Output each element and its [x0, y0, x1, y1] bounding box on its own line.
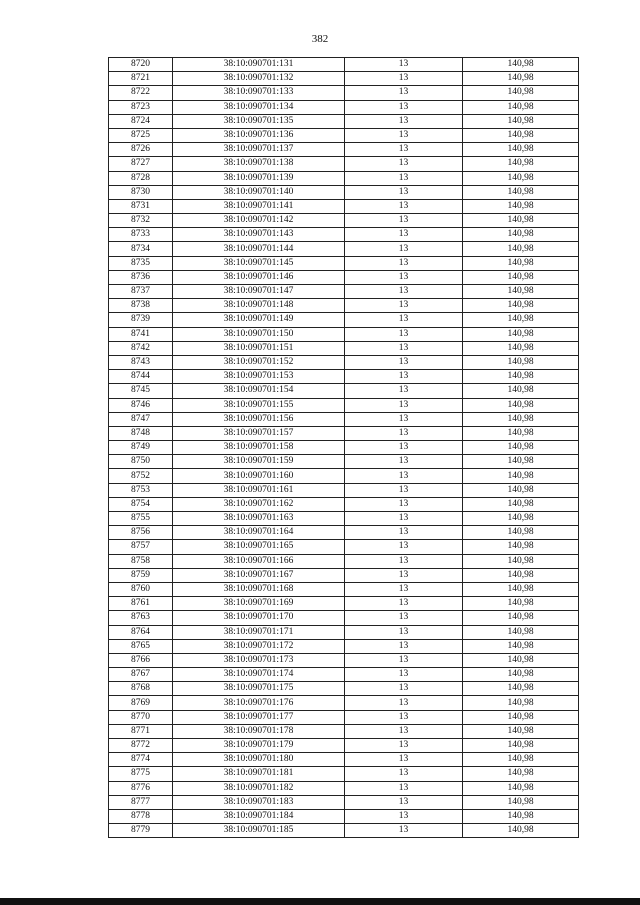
- area-value-cell: 140,98: [463, 767, 579, 781]
- area-value-cell: 140,98: [463, 483, 579, 497]
- row-number-cell: 8775: [109, 767, 173, 781]
- row-number-cell: 8728: [109, 171, 173, 185]
- cadastral-number-cell: 38:10:090701:183: [173, 795, 345, 809]
- row-number-cell: 8756: [109, 526, 173, 540]
- area-value-cell: 140,98: [463, 214, 579, 228]
- table-row: [109, 58, 579, 72]
- table-row: [109, 767, 579, 781]
- table-row: [109, 327, 579, 341]
- table-row: [109, 625, 579, 639]
- row-number-cell: 8765: [109, 639, 173, 653]
- area-value-cell: 140,98: [463, 682, 579, 696]
- quantity-cell: 13: [345, 710, 463, 724]
- row-number-cell: 8723: [109, 100, 173, 114]
- row-number-cell: 8755: [109, 512, 173, 526]
- area-value-cell: 140,98: [463, 639, 579, 653]
- area-value-cell: 140,98: [463, 739, 579, 753]
- area-value-cell: 140,98: [463, 497, 579, 511]
- area-value-cell: 140,98: [463, 370, 579, 384]
- table-row: [109, 824, 579, 838]
- area-value-cell: 140,98: [463, 824, 579, 838]
- cadastral-number-cell: 38:10:090701:143: [173, 228, 345, 242]
- cadastral-number-cell: 38:10:090701:180: [173, 753, 345, 767]
- cadastral-number-cell: 38:10:090701:151: [173, 341, 345, 355]
- table-row: [109, 143, 579, 157]
- row-number-cell: 8760: [109, 582, 173, 596]
- table-row: [109, 100, 579, 114]
- row-number-cell: 8726: [109, 143, 173, 157]
- table-row: [109, 682, 579, 696]
- quantity-cell: 13: [345, 568, 463, 582]
- cadastral-number-cell: 38:10:090701:159: [173, 455, 345, 469]
- row-number-cell: 8749: [109, 441, 173, 455]
- row-number-cell: 8758: [109, 554, 173, 568]
- row-number-cell: 8779: [109, 824, 173, 838]
- row-number-cell: 8725: [109, 128, 173, 142]
- area-value-cell: 140,98: [463, 285, 579, 299]
- quantity-cell: 13: [345, 285, 463, 299]
- cadastral-number-cell: 38:10:090701:171: [173, 625, 345, 639]
- area-value-cell: 140,98: [463, 398, 579, 412]
- row-number-cell: 8730: [109, 185, 173, 199]
- quantity-cell: 13: [345, 526, 463, 540]
- table-row: [109, 512, 579, 526]
- cadastral-number-cell: 38:10:090701:147: [173, 285, 345, 299]
- row-number-cell: 8764: [109, 625, 173, 639]
- quantity-cell: 13: [345, 625, 463, 639]
- row-number-cell: 8734: [109, 242, 173, 256]
- area-value-cell: 140,98: [463, 696, 579, 710]
- table-row: [109, 540, 579, 554]
- table-row: [109, 72, 579, 86]
- area-value-cell: 140,98: [463, 228, 579, 242]
- quantity-cell: 13: [345, 327, 463, 341]
- cadastral-number-cell: 38:10:090701:135: [173, 114, 345, 128]
- cadastral-number-cell: 38:10:090701:160: [173, 469, 345, 483]
- table-row: [109, 739, 579, 753]
- scan-bottom-edge: [0, 898, 640, 905]
- quantity-cell: 13: [345, 384, 463, 398]
- cadastral-number-cell: 38:10:090701:157: [173, 426, 345, 440]
- table-row: [109, 228, 579, 242]
- table-row: [109, 412, 579, 426]
- row-number-cell: 8748: [109, 426, 173, 440]
- table-row: [109, 441, 579, 455]
- registry-table: [108, 57, 579, 838]
- quantity-cell: 13: [345, 455, 463, 469]
- cadastral-number-cell: 38:10:090701:168: [173, 582, 345, 596]
- table-row: [109, 469, 579, 483]
- row-number-cell: 8770: [109, 710, 173, 724]
- cadastral-number-cell: 38:10:090701:145: [173, 256, 345, 270]
- quantity-cell: 13: [345, 639, 463, 653]
- row-number-cell: 8735: [109, 256, 173, 270]
- row-number-cell: 8721: [109, 72, 173, 86]
- quantity-cell: 13: [345, 355, 463, 369]
- table-row: [109, 114, 579, 128]
- quantity-cell: 13: [345, 668, 463, 682]
- cadastral-number-cell: 38:10:090701:164: [173, 526, 345, 540]
- quantity-cell: 13: [345, 299, 463, 313]
- table-row: [109, 86, 579, 100]
- registry-table-body: [109, 58, 579, 838]
- cadastral-number-cell: 38:10:090701:162: [173, 497, 345, 511]
- cadastral-number-cell: 38:10:090701:155: [173, 398, 345, 412]
- table-row: [109, 157, 579, 171]
- area-value-cell: 140,98: [463, 753, 579, 767]
- area-value-cell: 140,98: [463, 355, 579, 369]
- table-row: [109, 653, 579, 667]
- cadastral-number-cell: 38:10:090701:181: [173, 767, 345, 781]
- row-number-cell: 8720: [109, 58, 173, 72]
- area-value-cell: 140,98: [463, 143, 579, 157]
- area-value-cell: 140,98: [463, 171, 579, 185]
- row-number-cell: 8763: [109, 611, 173, 625]
- table-row: [109, 497, 579, 511]
- quantity-cell: 13: [345, 214, 463, 228]
- row-number-cell: 8778: [109, 809, 173, 823]
- table-row: [109, 554, 579, 568]
- cadastral-number-cell: 38:10:090701:140: [173, 185, 345, 199]
- area-value-cell: 140,98: [463, 781, 579, 795]
- quantity-cell: 13: [345, 398, 463, 412]
- table-row: [109, 199, 579, 213]
- row-number-cell: 8757: [109, 540, 173, 554]
- quantity-cell: 13: [345, 228, 463, 242]
- table-row: [109, 597, 579, 611]
- area-value-cell: 140,98: [463, 157, 579, 171]
- area-value-cell: 140,98: [463, 540, 579, 554]
- cadastral-number-cell: 38:10:090701:161: [173, 483, 345, 497]
- quantity-cell: 13: [345, 128, 463, 142]
- quantity-cell: 13: [345, 781, 463, 795]
- area-value-cell: 140,98: [463, 441, 579, 455]
- table-row: [109, 128, 579, 142]
- quantity-cell: 13: [345, 497, 463, 511]
- quantity-cell: 13: [345, 682, 463, 696]
- quantity-cell: 13: [345, 753, 463, 767]
- cadastral-number-cell: 38:10:090701:166: [173, 554, 345, 568]
- row-number-cell: 8769: [109, 696, 173, 710]
- area-value-cell: 140,98: [463, 668, 579, 682]
- row-number-cell: 8741: [109, 327, 173, 341]
- table-row: [109, 299, 579, 313]
- cadastral-number-cell: 38:10:090701:139: [173, 171, 345, 185]
- cadastral-number-cell: 38:10:090701:175: [173, 682, 345, 696]
- quantity-cell: 13: [345, 171, 463, 185]
- table-row: [109, 639, 579, 653]
- table-row: [109, 781, 579, 795]
- table-row: [109, 341, 579, 355]
- cadastral-number-cell: 38:10:090701:131: [173, 58, 345, 72]
- row-number-cell: 8752: [109, 469, 173, 483]
- quantity-cell: 13: [345, 157, 463, 171]
- table-row: [109, 171, 579, 185]
- table-row: [109, 185, 579, 199]
- table-row: [109, 242, 579, 256]
- quantity-cell: 13: [345, 696, 463, 710]
- cadastral-number-cell: 38:10:090701:133: [173, 86, 345, 100]
- table-row: [109, 724, 579, 738]
- area-value-cell: 140,98: [463, 256, 579, 270]
- cadastral-number-cell: 38:10:090701:179: [173, 739, 345, 753]
- quantity-cell: 13: [345, 767, 463, 781]
- quantity-cell: 13: [345, 412, 463, 426]
- cadastral-number-cell: 38:10:090701:141: [173, 199, 345, 213]
- table-row: [109, 384, 579, 398]
- cadastral-number-cell: 38:10:090701:177: [173, 710, 345, 724]
- quantity-cell: 13: [345, 114, 463, 128]
- quantity-cell: 13: [345, 483, 463, 497]
- cadastral-number-cell: 38:10:090701:144: [173, 242, 345, 256]
- quantity-cell: 13: [345, 554, 463, 568]
- table-row: [109, 795, 579, 809]
- table-row: [109, 285, 579, 299]
- quantity-cell: 13: [345, 100, 463, 114]
- row-number-cell: 8727: [109, 157, 173, 171]
- row-number-cell: 8772: [109, 739, 173, 753]
- table-row: [109, 256, 579, 270]
- quantity-cell: 13: [345, 582, 463, 596]
- quantity-cell: 13: [345, 540, 463, 554]
- cadastral-number-cell: 38:10:090701:153: [173, 370, 345, 384]
- table-row: [109, 398, 579, 412]
- quantity-cell: 13: [345, 256, 463, 270]
- area-value-cell: 140,98: [463, 724, 579, 738]
- table-row: [109, 483, 579, 497]
- table-row: [109, 370, 579, 384]
- area-value-cell: 140,98: [463, 100, 579, 114]
- area-value-cell: 140,98: [463, 128, 579, 142]
- cadastral-number-cell: 38:10:090701:169: [173, 597, 345, 611]
- page-number: 382: [311, 33, 329, 45]
- table-row: [109, 582, 579, 596]
- table-row: [109, 426, 579, 440]
- cadastral-number-cell: 38:10:090701:185: [173, 824, 345, 838]
- cadastral-number-cell: 38:10:090701:163: [173, 512, 345, 526]
- area-value-cell: 140,98: [463, 185, 579, 199]
- area-value-cell: 140,98: [463, 114, 579, 128]
- area-value-cell: 140,98: [463, 384, 579, 398]
- area-value-cell: 140,98: [463, 242, 579, 256]
- row-number-cell: 8722: [109, 86, 173, 100]
- row-number-cell: 8771: [109, 724, 173, 738]
- area-value-cell: 140,98: [463, 469, 579, 483]
- area-value-cell: 140,98: [463, 299, 579, 313]
- row-number-cell: 8777: [109, 795, 173, 809]
- cadastral-number-cell: 38:10:090701:165: [173, 540, 345, 554]
- quantity-cell: 13: [345, 739, 463, 753]
- row-number-cell: 8743: [109, 355, 173, 369]
- table-row: [109, 214, 579, 228]
- table-row: [109, 668, 579, 682]
- area-value-cell: 140,98: [463, 611, 579, 625]
- quantity-cell: 13: [345, 441, 463, 455]
- row-number-cell: 8750: [109, 455, 173, 469]
- quantity-cell: 13: [345, 185, 463, 199]
- table-row: [109, 611, 579, 625]
- cadastral-number-cell: 38:10:090701:152: [173, 355, 345, 369]
- row-number-cell: 8774: [109, 753, 173, 767]
- area-value-cell: 140,98: [463, 86, 579, 100]
- row-number-cell: 8736: [109, 270, 173, 284]
- cadastral-number-cell: 38:10:090701:158: [173, 441, 345, 455]
- area-value-cell: 140,98: [463, 270, 579, 284]
- row-number-cell: 8745: [109, 384, 173, 398]
- row-number-cell: 8747: [109, 412, 173, 426]
- area-value-cell: 140,98: [463, 795, 579, 809]
- cadastral-number-cell: 38:10:090701:174: [173, 668, 345, 682]
- quantity-cell: 13: [345, 809, 463, 823]
- row-number-cell: 8746: [109, 398, 173, 412]
- area-value-cell: 140,98: [463, 313, 579, 327]
- area-value-cell: 140,98: [463, 568, 579, 582]
- quantity-cell: 13: [345, 469, 463, 483]
- area-value-cell: 140,98: [463, 341, 579, 355]
- cadastral-number-cell: 38:10:090701:182: [173, 781, 345, 795]
- area-value-cell: 140,98: [463, 327, 579, 341]
- area-value-cell: 140,98: [463, 809, 579, 823]
- quantity-cell: 13: [345, 242, 463, 256]
- row-number-cell: 8732: [109, 214, 173, 228]
- row-number-cell: 8742: [109, 341, 173, 355]
- area-value-cell: 140,98: [463, 710, 579, 724]
- row-number-cell: 8753: [109, 483, 173, 497]
- table-row: [109, 753, 579, 767]
- table-row: [109, 710, 579, 724]
- area-value-cell: 140,98: [463, 58, 579, 72]
- row-number-cell: 8776: [109, 781, 173, 795]
- area-value-cell: 140,98: [463, 597, 579, 611]
- row-number-cell: 8737: [109, 285, 173, 299]
- quantity-cell: 13: [345, 86, 463, 100]
- cadastral-number-cell: 38:10:090701:134: [173, 100, 345, 114]
- row-number-cell: 8761: [109, 597, 173, 611]
- row-number-cell: 8744: [109, 370, 173, 384]
- row-number-cell: 8739: [109, 313, 173, 327]
- table-row: [109, 455, 579, 469]
- row-number-cell: 8759: [109, 568, 173, 582]
- row-number-cell: 8733: [109, 228, 173, 242]
- cadastral-number-cell: 38:10:090701:154: [173, 384, 345, 398]
- table-row: [109, 313, 579, 327]
- area-value-cell: 140,98: [463, 455, 579, 469]
- quantity-cell: 13: [345, 313, 463, 327]
- row-number-cell: 8738: [109, 299, 173, 313]
- cadastral-number-cell: 38:10:090701:136: [173, 128, 345, 142]
- row-number-cell: 8766: [109, 653, 173, 667]
- quantity-cell: 13: [345, 824, 463, 838]
- quantity-cell: 13: [345, 611, 463, 625]
- quantity-cell: 13: [345, 653, 463, 667]
- quantity-cell: 13: [345, 270, 463, 284]
- quantity-cell: 13: [345, 199, 463, 213]
- table-row: [109, 809, 579, 823]
- area-value-cell: 140,98: [463, 625, 579, 639]
- table-row: [109, 355, 579, 369]
- area-value-cell: 140,98: [463, 582, 579, 596]
- table-row: [109, 696, 579, 710]
- cadastral-number-cell: 38:10:090701:173: [173, 653, 345, 667]
- cadastral-number-cell: 38:10:090701:178: [173, 724, 345, 738]
- quantity-cell: 13: [345, 426, 463, 440]
- row-number-cell: 8754: [109, 497, 173, 511]
- quantity-cell: 13: [345, 143, 463, 157]
- quantity-cell: 13: [345, 512, 463, 526]
- cadastral-number-cell: 38:10:090701:184: [173, 809, 345, 823]
- area-value-cell: 140,98: [463, 512, 579, 526]
- area-value-cell: 140,98: [463, 72, 579, 86]
- quantity-cell: 13: [345, 597, 463, 611]
- cadastral-number-cell: 38:10:090701:156: [173, 412, 345, 426]
- quantity-cell: 13: [345, 72, 463, 86]
- cadastral-number-cell: 38:10:090701:142: [173, 214, 345, 228]
- row-number-cell: 8731: [109, 199, 173, 213]
- area-value-cell: 140,98: [463, 199, 579, 213]
- cadastral-number-cell: 38:10:090701:137: [173, 143, 345, 157]
- area-value-cell: 140,98: [463, 412, 579, 426]
- cadastral-number-cell: 38:10:090701:132: [173, 72, 345, 86]
- table-row: [109, 526, 579, 540]
- quantity-cell: 13: [345, 341, 463, 355]
- cadastral-number-cell: 38:10:090701:176: [173, 696, 345, 710]
- cadastral-number-cell: 38:10:090701:148: [173, 299, 345, 313]
- area-value-cell: 140,98: [463, 653, 579, 667]
- row-number-cell: 8768: [109, 682, 173, 696]
- quantity-cell: 13: [345, 370, 463, 384]
- cadastral-number-cell: 38:10:090701:150: [173, 327, 345, 341]
- table-row: [109, 270, 579, 284]
- quantity-cell: 13: [345, 724, 463, 738]
- quantity-cell: 13: [345, 58, 463, 72]
- cadastral-number-cell: 38:10:090701:167: [173, 568, 345, 582]
- row-number-cell: 8724: [109, 114, 173, 128]
- area-value-cell: 140,98: [463, 554, 579, 568]
- quantity-cell: 13: [345, 795, 463, 809]
- area-value-cell: 140,98: [463, 526, 579, 540]
- row-number-cell: 8767: [109, 668, 173, 682]
- cadastral-number-cell: 38:10:090701:170: [173, 611, 345, 625]
- table-row: [109, 568, 579, 582]
- cadastral-number-cell: 38:10:090701:138: [173, 157, 345, 171]
- cadastral-number-cell: 38:10:090701:172: [173, 639, 345, 653]
- cadastral-number-cell: 38:10:090701:149: [173, 313, 345, 327]
- area-value-cell: 140,98: [463, 426, 579, 440]
- cadastral-number-cell: 38:10:090701:146: [173, 270, 345, 284]
